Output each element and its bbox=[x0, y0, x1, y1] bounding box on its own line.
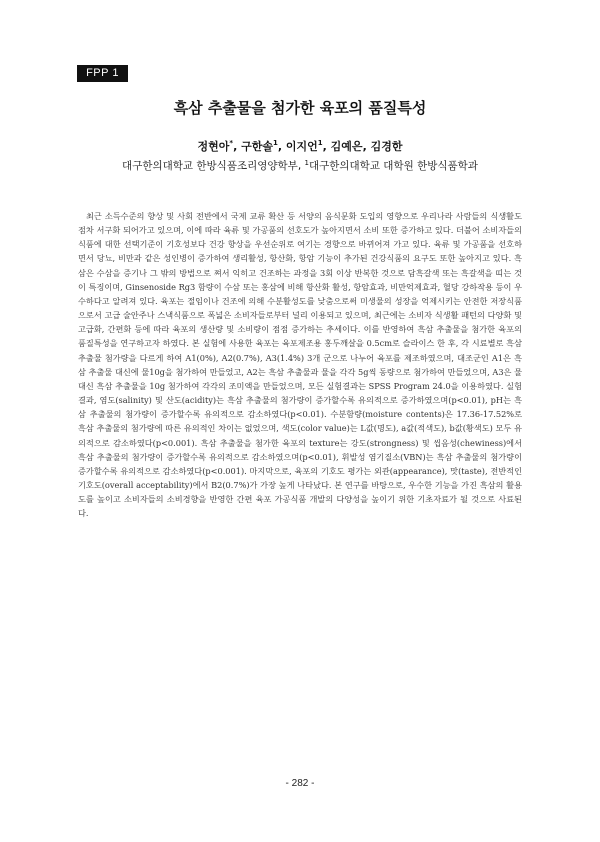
paper-title: 흑삼 추출물을 첨가한 육포의 품질특성 bbox=[173, 99, 427, 117]
author-name: 구한솔 bbox=[241, 140, 273, 153]
author-list: 정현아*, 구한솔$^1$, 이지언$^1$, 김예은, 김경한 bbox=[197, 139, 403, 153]
affiliation-primary: 대구한의대학교 한방식품조리영양학부, bbox=[122, 160, 302, 172]
author-name: 정현아 bbox=[197, 140, 230, 153]
author-mark: 1 bbox=[273, 139, 278, 147]
author-name: 김예은 bbox=[330, 140, 363, 153]
author-name: 이지언 bbox=[285, 140, 318, 153]
affiliation bbox=[0, 158, 600, 173]
abstract-body: 최근 소득수준의 향상 및 사회 전반에서 국제 교류 확산 등 서양의 음식문화 도입의 영향으로 우리나라 사람들의 식생활도 점차 서구화 되어가고 있으며, 이에 따라 육류 및 가공품의 선호도가 높아지면서 소비 또한 증가하고 있다. 더불어 소비자들의 식품에 대한 선택기준이 기호성보다 건강 향상을 우선순위로 여기는 경향으로 바뀌어져 가고 있다. 육류 및 가공품을 선호하면서 당뇨, 비만과 같은 성인병이 증가하여 생리활성, 항산화, 항암 기능이 추가된 건강식품의 요구도 또한 높아지고 있다. 흑삼은 수삼을 증기나 그 밖의 방법으로 쪄서 익히고 건조하는 과정을 3회 이상 반복한 것으로 담흑갈색 또는 흑갈색을 띠는 것이 특징이며, Ginsenoside Rg3 함량이 수삼 또는 홍삼에 비해 항산화 활성, 항암효과, 비만억제효과, 혈당 강하작용 등이 우수하다고 알려져 있다. 육포는 절임이나 건조에 의해 수분활성도를 낮춤으로써 미생물의 성장을 억제시키는 안전한 저장식품으로서 고급 술안주나 스낵식품으로 폭넓은 소비자들로부터 널리 이용되고 있으며, 최근에는 소비자 식생활 패턴의 다양화 및 고급화, 간편화 등에 따라 육포의 생산량 및 소비량이 점점 증가하는 추세이다. 이를 반영하여 흑삼 추출물을 첨가한 육포의 품질특성을 연구하고자 하였다. 본 실험에 사용한 육포는 육포제조용 홍두깨살을 0.5cm로 슬라이스 한 후, 각 시료별로 흑삼 추출물 첨가량을 다르게 하여 A1(0%), A2(0.7%), A3(1.4%) 3개 군으로 나누어 육포를 제조하였으며, 대조군인 A1은 흑삼 추출물 대신에 물10g을 첨가하여 만들었고, A2는 흑삼 추출물과 물을 각각 5g씩 동량으로 첨가하여 만들었으며, A3은 물 대신 흑삼 추출물을 10g 첨가하여 각각의 조미액을 만들었으며, 모든 실험결과는 SPSS Program 24.0을 이용하였다. 실험결과, 염도(salinity) 및 산도(acidity)는 흑삼 추출물의 첨가량이 증가할수록 유의적으로 증가하였으며(p<0.01), pH는 흑삼 추출물의 첨가량이 증가할수록 유의적으로 감소하였다(p<0.01). 수분함량(moisture contents)은 17.36-17.52%로 흑삼 추출물의 첨가량에 따른 유의적인 차이는 없었으며, 색도(color value)는 L값(명도), a값(적색도), b값(황색도) 모두 유의적으로 감소하였다(p<0.001). 흑삼 추출물을 첨가한 육포의 texture는 강도(strongness) 및 씹음성(chewiness)에서 흑삼 추출물의 첨가량이 증가할수록 유의적으로 감소하였으며(p<0.01), 휘발성 염기질소(VBN)는 흑삼 추출물의 첨가량이 증가할수록 유의적으로 감소하였다(p<0.001). 마지막으로, 육포의 기호도 평가는 외관(appearance), 맛(taste), 전반적인 기호도(overall acceptability)에서 B2(0.7%)가 가장 높게 나타났다. 본 연구를 바탕으로, 우수한 기능을 가진 흑삼의 활용도를 높이고 소비자들의 소비경향을 반영한 간편 육포 가공식품 개발의 다양성을 높이기 위한 기초자료가 될 것으로 사료된다. bbox=[78, 211, 522, 519]
session-badge: FPP 1 bbox=[77, 65, 128, 82]
author-mark: * bbox=[229, 139, 234, 147]
page-number: - 282 - bbox=[285, 778, 315, 789]
affiliation-secondary: 대구한의대학교 대학원 한방식품학과 bbox=[308, 160, 478, 172]
author-mark: 1 bbox=[317, 139, 323, 147]
author-name: 김경한 bbox=[370, 140, 403, 153]
affiliation-mark: 1 bbox=[304, 159, 309, 167]
